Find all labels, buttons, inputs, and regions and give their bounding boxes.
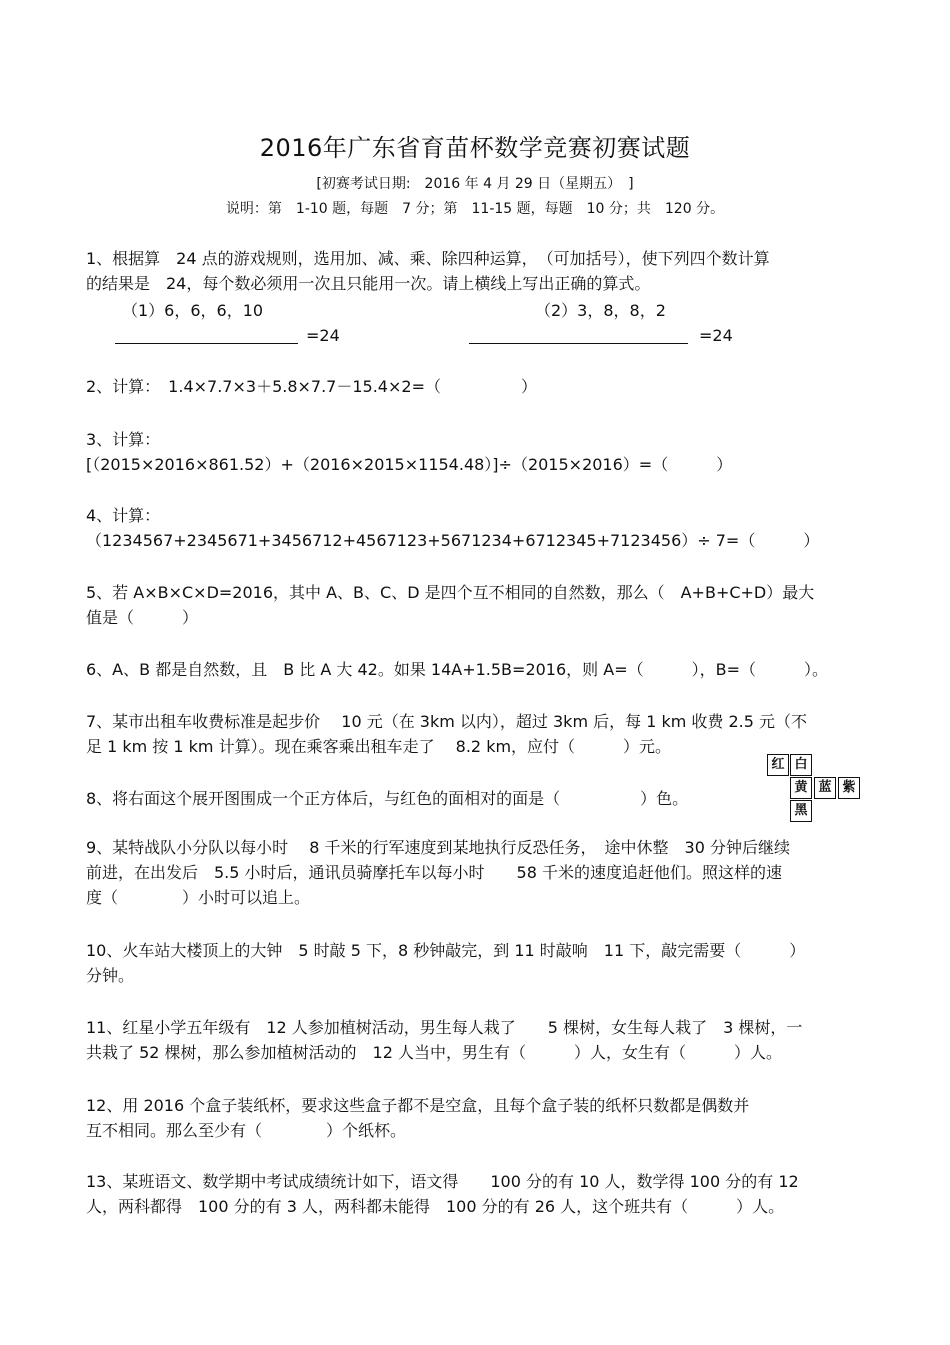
question-12-line-2: 互不相同。那么至少有（ ）个纸杯。 [86, 1121, 407, 1140]
question-11-line-1: 11、红星小学五年级有 12 人参加植树活动，男生每人栽了 5 棵树，女生每人栽了 3 棵树，一 [86, 1018, 803, 1037]
question-1-line-1: 1、根据算 24 点的游戏规则，选用加、减、乘、除四种运算， （可加括号），使下列四个数计算 [86, 249, 770, 268]
question-10-line-1: 10、火车站大楼顶上的大钟 5 时敲 5 下，8 秒钟敲完，到 11 时敲响 11 下，敲完需要（ ） [86, 941, 806, 960]
question-1-sub-1-label: （1）6，6，6，10 [122, 301, 264, 320]
question-12-line-1: 12、用 2016 个盒子装纸杯，要求这些盒子都不是空盒，且每个盒子装的纸杯只数都是偶数并 [86, 1096, 750, 1115]
page-title: 2016年广东省育苗杯数学竞赛初赛试题 [259, 134, 691, 162]
question-10-line-2: 分钟。 [86, 966, 135, 985]
question-1-eq-1: =24 [306, 326, 340, 345]
question-4-line-1: 4、计算： [86, 506, 161, 525]
question-7-line-1: 7、某市出租车收费标准是起步价 10 元（在 3km 以内），超过 3km 后，每 1 km 收费 2.5 元（不 [86, 712, 808, 731]
question-6-line-1: 6、A、B 都是自然数，且 B 比 A 大 42。如果 14A+1.5B=2016，则 A=（ ），B=（ ）。 [86, 660, 828, 679]
question-3-line-2: [（2015×2016×861.52）+（2016×2015×1154.48）]÷（2015×2016）=（ ） [86, 455, 733, 474]
net-face-black: 黑 [790, 800, 812, 822]
net-face-yellow: 黄 [790, 777, 812, 799]
question-1-eq-2: =24 [699, 326, 733, 345]
question-3-line-1: 3、计算： [86, 430, 161, 449]
question-2-line-1: 2、计算： 1.4×7.7×3＋5.8×7.7－15.4×2=（ ） [86, 377, 537, 396]
question-5-line-2: 值是（ ） [86, 608, 199, 627]
net-face-blue: 蓝 [814, 777, 836, 799]
question-9-line-1: 9、某特战队小分队以每小时 8 千米的行军速度到某地执行反恐任务， 途中休整 30 分钟后继续 [86, 838, 790, 857]
answer-blank-2[interactable] [469, 343, 688, 344]
exam-description: 说明：第 1-10 题，每题 7 分；第 11-15 题，每题 10 分；共 120 分。 [225, 201, 725, 217]
question-11-line-2: 共栽了 52 棵树，那么参加植树活动的 12 人当中，男生有（ ）人，女生有（ ）人。 [86, 1043, 782, 1062]
exam-date: [初赛考试日期: 2016 年 4 月 29 日（星期五） ] [316, 176, 634, 192]
question-9-line-2: 前进，在出发后 5.5 小时后，通讯员骑摩托车以每小时 58 千米的速度追赶他们。照这样的速 [86, 863, 782, 882]
net-face-purple: 紫 [838, 777, 860, 799]
answer-blank-1[interactable] [115, 343, 298, 344]
question-13-line-2: 人，两科都得 100 分的有 3 人，两科都未能得 100 分的有 26 人，这个班共有（ ）人。 [86, 1197, 785, 1216]
question-13-line-1: 13、某班语文、数学期中考试成绩统计如下，语文得 100 分的有 10 人，数学得 100 分的有 12 [86, 1172, 799, 1191]
question-7-line-2: 足 1 km 按 1 km 计算）。现在乘客乘出租车走了 8.2 km，应付（ ）元。 [86, 737, 672, 756]
question-5-line-1: 5、若 A×B×C×D=2016，其中 A、B、C、D 是四个互不相同的自然数，那么（ A+B+C+D）最大 [86, 583, 815, 602]
question-8-line-1: 8、将右面这个展开图围成一个正方体后，与红色的面相对的面是（ ）色。 [86, 789, 689, 808]
question-9-line-3: 度（ ）小时可以追上。 [86, 888, 311, 907]
question-4-line-2: （1234567+2345671+3456712+4567123+5671234+6712345+7123456）÷ 7=（ ） [86, 531, 820, 550]
net-face-white: 白 [790, 754, 812, 776]
question-1-line-2: 的结果是 24，每个数必须用一次且只能用一次。请上横线上写出正确的算式。 [86, 274, 651, 293]
question-1-sub-2-label: （2）3，8，8，2 [535, 301, 666, 320]
net-face-red: 红 [767, 754, 789, 776]
